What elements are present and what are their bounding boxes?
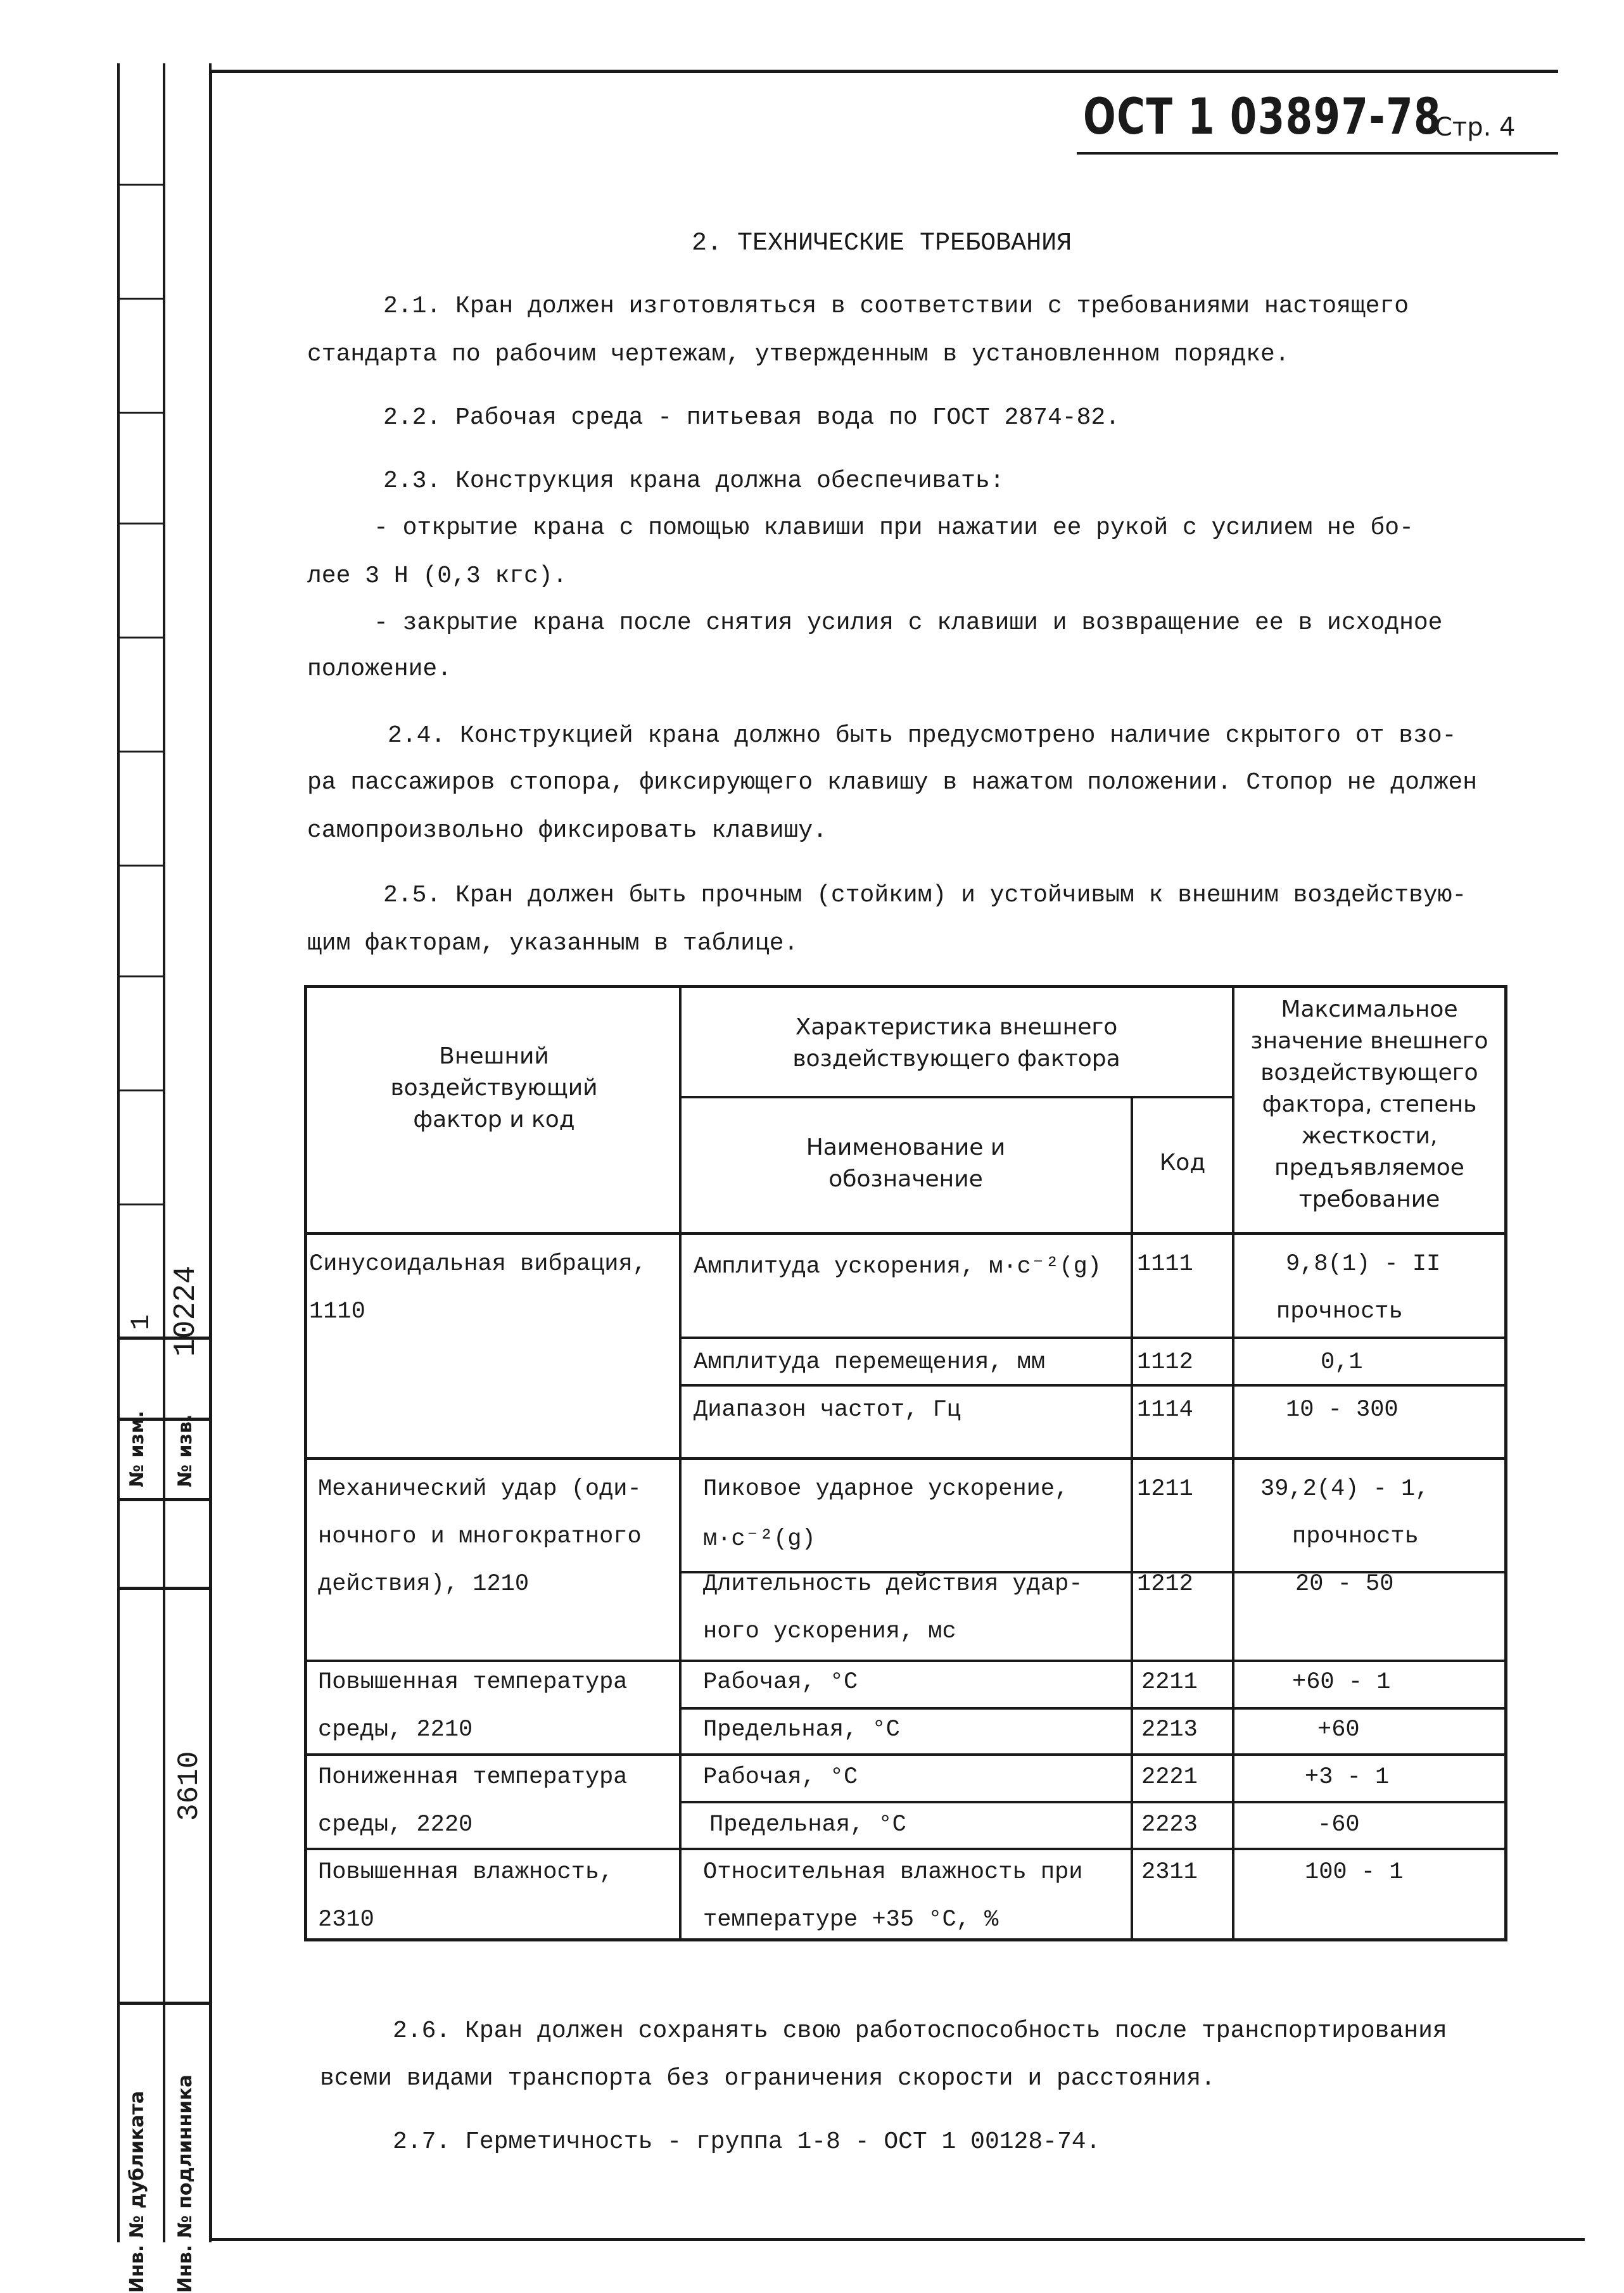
paragraph-2-6-line-1: 2.6. Кран должен сохранять свою работоспособность после транспортирования [393, 2017, 1447, 2045]
row-1211-value-line-1: 39,2(4) - 1, [1260, 1476, 1430, 1502]
row-1112-code: 1112 [1137, 1349, 1193, 1376]
row-2211-code: 2211 [1141, 1669, 1198, 1696]
row-2221-code: 2221 [1141, 1764, 1198, 1791]
row-2311-code: 2311 [1141, 1859, 1198, 1886]
original-inventory-label: Инв. № подлинника [174, 2074, 196, 2293]
header-code: Код [1159, 1150, 1206, 1176]
row-1212-value: 20 - 50 [1295, 1571, 1394, 1597]
factor-high-temp-line-2: среды, 2210 [318, 1717, 473, 1743]
row-2311-name-line-1: Относительная влажность при [703, 1859, 1083, 1886]
row-1111-value-line-1: 9,8(1) - II [1286, 1251, 1441, 1278]
factor-high-temp-line-1: Повышенная температура [318, 1669, 628, 1696]
factor-shock-line-1: Механический удар (оди- [318, 1476, 642, 1502]
row-1212-code: 1212 [1137, 1571, 1193, 1597]
row-2221-name: Рабочая, °С [703, 1764, 858, 1791]
paragraph-2-3-a-line-1: - открытие крана с помощью клавиши при нажатии ее рукой с усилием не бо- [374, 514, 1414, 542]
factor-humidity-line-1: Повышенная влажность, [318, 1859, 614, 1886]
paragraph-2-4-line-3: самопроизвольно фиксировать клавишу. [307, 817, 827, 844]
header-factor: Внешний воздействующий фактор и код [390, 1043, 598, 1133]
header-max-value: Максимальное значение внешнего воздействующего фактора, степень жесткости, предъявляемое требование [1250, 996, 1488, 1212]
header-name: Наименование и обозначение [806, 1134, 1006, 1192]
factor-shock-line-2: ночного и многократного [318, 1523, 642, 1550]
document-number-label: № изв. [174, 1414, 196, 1487]
factor-vibration-line-1: Синусоидальная вибрация, [309, 1251, 647, 1278]
row-1114-code: 1114 [1137, 1397, 1193, 1423]
row-2211-name: Рабочая, °С [703, 1669, 858, 1696]
paragraph-2-6-line-2: всеми видами транспорта без ограничения скорости и расстояния. [320, 2065, 1215, 2092]
paragraph-2-3-b-line-2: положение. [307, 656, 452, 683]
row-2223-code: 2223 [1141, 1812, 1198, 1838]
header-characteristic: Характеристика внешнего воздействующего фактора [792, 1014, 1120, 1072]
row-2223-name: Предельная, °С [709, 1812, 906, 1838]
row-1211-value-line-2: прочность [1292, 1523, 1419, 1550]
paragraph-2-3-b-line-1: - закрытие крана после снятия усилия с клавиши и возвращение ее в исходное [374, 609, 1443, 637]
duplicate-inventory-label: Инв. № дубликата [126, 2090, 148, 2293]
document-number: 10224 [169, 1265, 203, 1357]
row-2311-name-line-2: температуре +35 °С, % [703, 1907, 999, 1933]
factor-humidity-line-2: 2310 [318, 1907, 374, 1933]
row-1114-value: 10 - 300 [1286, 1397, 1399, 1423]
change-number: 1 [126, 1314, 156, 1330]
margin-strip [117, 63, 212, 2293]
row-1211-name-line-1: Пиковое ударное ускорение, [703, 1476, 1069, 1502]
original-inventory-number: 3610 [173, 1751, 206, 1821]
paragraph-2-2: 2.2. Рабочая среда - питьевая вода по ГОСТ 2874-82. [383, 404, 1120, 431]
external-factors-table [304, 985, 1507, 1941]
row-1112-name: Амплитуда перемещения, мм [694, 1349, 1046, 1376]
paragraph-2-4-line-2: ра пассажиров стопора, фиксирующего клавишу в нажатом положении. Стопор не должен [307, 769, 1478, 796]
row-1114-name: Диапазон частот, Гц [694, 1397, 961, 1423]
header-underline [1077, 152, 1558, 155]
row-2213-code: 2213 [1141, 1717, 1198, 1743]
row-2213-name: Предельная, °С [703, 1717, 900, 1743]
row-2211-value: +60 - 1 [1292, 1669, 1391, 1696]
row-1111-code: 1111 [1137, 1251, 1193, 1278]
row-1111-name: Амплитуда ускорения, м·с⁻²(g) [694, 1254, 1101, 1280]
row-2311-value: 100 - 1 [1305, 1859, 1404, 1886]
row-1111-value-line-2: прочность [1276, 1299, 1403, 1325]
factor-shock-line-3: действия), 1210 [318, 1571, 530, 1597]
row-1212-name-line-1: Длительность действия удар- [703, 1571, 1083, 1597]
factor-low-temp-line-2: среды, 2220 [318, 1812, 473, 1838]
section-title: 2. ТЕХНИЧЕСКИЕ ТРЕБОВАНИЯ [692, 229, 1072, 258]
paragraph-2-3-a-line-2: лее 3 Н (0,3 кгс). [307, 562, 568, 590]
factor-vibration-line-2: 1110 [309, 1299, 365, 1325]
paragraph-2-4-line-1: 2.4. Конструкцией крана должно быть предусмотрено наличие скрытого от взо- [388, 722, 1457, 749]
paragraph-2-5-line-2: щим факторам, указанным в таблице. [307, 930, 799, 957]
paragraph-2-1-line-2: стандарта по рабочим чертежам, утвержденным в установленном порядке. [307, 341, 1290, 368]
factor-low-temp-line-1: Пониженная температура [318, 1764, 628, 1791]
page-number: Стр. 4 [1435, 113, 1516, 142]
paragraph-2-7: 2.7. Герметичность - группа 1-8 - ОСТ 1 00128-74. [393, 2128, 1101, 2156]
page-frame-top [209, 70, 1558, 73]
change-number-label: № изм. [126, 1411, 148, 1487]
row-2223-value: -60 [1317, 1812, 1360, 1838]
paragraph-2-1-line-1: 2.1. Кран должен изготовляться в соответствии с требованиями настоящего [383, 293, 1409, 320]
row-1212-name-line-2: ного ускорения, мс [703, 1618, 956, 1645]
row-2213-value: +60 [1317, 1717, 1360, 1743]
row-1112-value: 0,1 [1321, 1349, 1363, 1376]
paragraph-2-5-line-1: 2.5. Кран должен быть прочным (стойким) и устойчивым к внешним воздействую- [383, 882, 1467, 909]
paragraph-2-3: 2.3. Конструкция крана должна обеспечивать: [383, 467, 1005, 495]
row-1211-code: 1211 [1137, 1476, 1193, 1502]
document-code: ОСТ 1 03897-78 [1083, 89, 1442, 146]
row-1211-name-line-2: м·с⁻²(g) [703, 1526, 816, 1553]
row-2221-value: +3 - 1 [1305, 1764, 1390, 1791]
